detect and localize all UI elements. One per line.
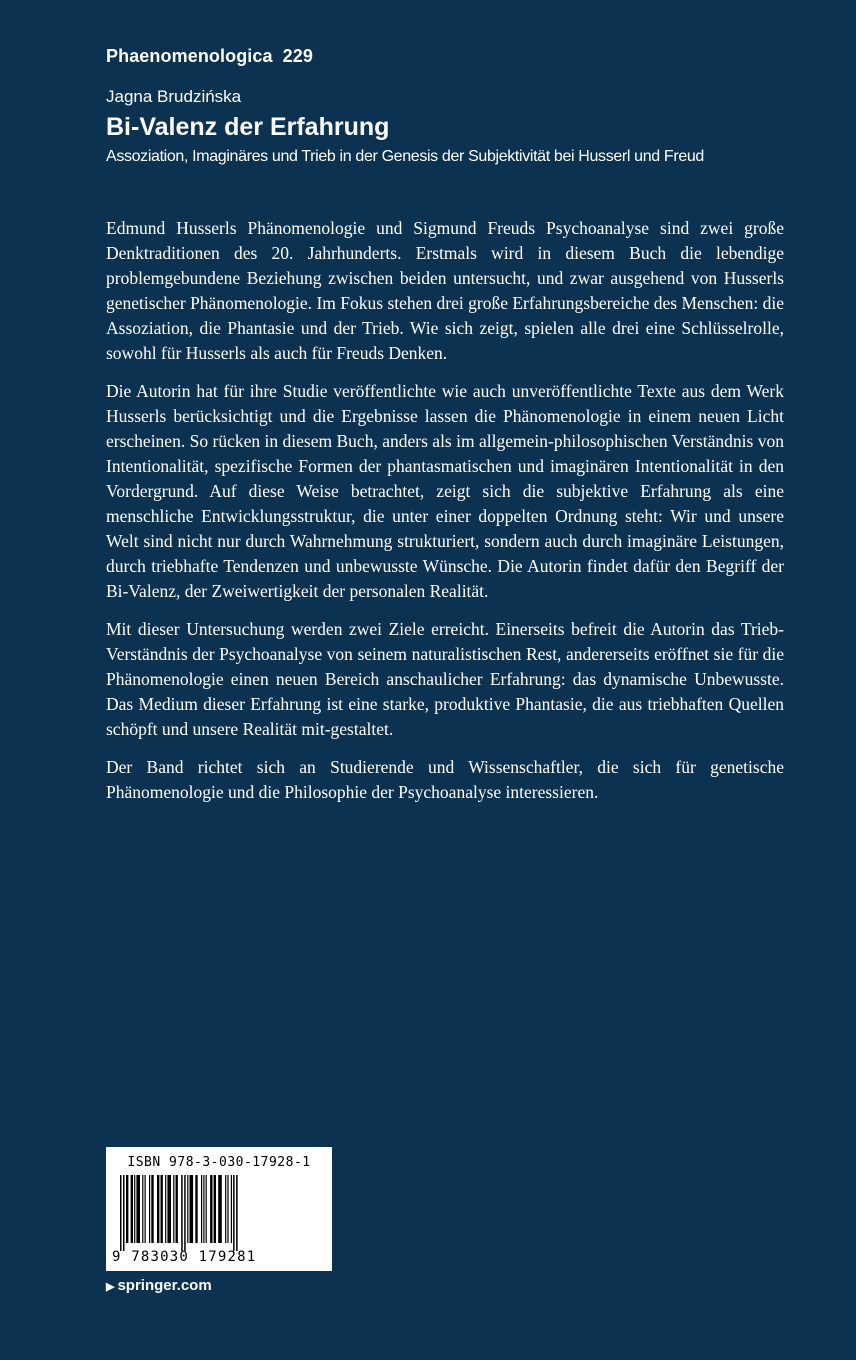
- barcode-bar: [151, 1175, 153, 1243]
- barcode-bar: [173, 1175, 174, 1243]
- barcode-bar: [134, 1175, 135, 1243]
- barcode-bar: [131, 1175, 133, 1243]
- barcode-bar: [187, 1175, 188, 1243]
- blurb-paragraph: Die Autorin hat für ihre Studie veröffentlichte wie auch unveröffentlichte Texte aus dem Werk Husserls berücksichtigt und die Ergebnisse lassen die Phänomenologie in einem neuen Licht erscheinen. So rücken in diesem Buch, anders als im allgemein-philosophischen Verständnis von Intentionalität, spezifische Formen der phantasmatischen und imaginären Intentionalität in den Vordergrund. Auf diese Weise betrachtet, zeigt sich die subjektive Erfahrung als eine menschliche Entwicklungsstruktur, die unter einer doppelten Ordnung steht: Wir und unsere Welt sind nicht nur durch Wahrnehmung strukturiert, sondern auch durch imaginäre Leistungen, durch triebhafte Tendenzen und unbewusste Wünsche. Die Autorin findet dafür den Begriff der Bi-Valenz, der Zweiwertigkeit der personalen Realität.: [106, 381, 784, 601]
- barcode-bar: [227, 1175, 228, 1243]
- barcode-bar: [136, 1175, 140, 1243]
- website-url: springer.com: [117, 1277, 212, 1294]
- barcode-digits: 9 783030 179281: [112, 1249, 257, 1265]
- barcode-bar: [184, 1175, 186, 1251]
- barcode-bar: [165, 1175, 166, 1243]
- barcode-bar: [210, 1175, 212, 1243]
- triangle-right-icon: ▶: [106, 1281, 115, 1293]
- barcode-bar: [149, 1175, 150, 1243]
- author-name: Jagna Brudzińska: [106, 87, 242, 106]
- isbn-barcode: [106, 1147, 332, 1271]
- barcode-bar: [190, 1175, 194, 1243]
- barcode-bar: [203, 1175, 204, 1243]
- barcode-bar: [218, 1175, 222, 1243]
- blurb-paragraph: Edmund Husserls Phänomenologie und Sigmund Freuds Psychoanalyse sind zwei große Denktraditionen des 20. Jahrhunderts. Erstmals wird in diesem Buch die lebendige problemgebundene Beziehung zwischen beiden untersucht, und zwar ausgehend von Husserls genetischer Phänomenologie. Im Fokus stehen drei große Erfahrungsbereiche des Menschen: die Assoziation, die Phantasie und der Trieb. Wie sich zeigt, spielen alle drei eine Schlüsselrolle, sowohl für Husserls als auch für Freuds Denken.: [106, 218, 784, 363]
- book-title: Bi-Valenz der Erfahrung: [106, 113, 390, 141]
- barcode-bar: [123, 1175, 125, 1251]
- series-volume: 229: [282, 46, 313, 66]
- barcode-bar: [161, 1175, 163, 1243]
- blurb-paragraph: Der Band richtet sich an Studierende und Wissenschaftler, die sich für genetische Phänomenologie und die Philosophie der Psychoanalyse interessieren.: [106, 757, 784, 802]
- barcode-bar: [120, 1175, 122, 1251]
- barcode-bar: [181, 1175, 183, 1251]
- barcode-bar: [206, 1175, 207, 1243]
- book-subtitle: Assoziation, Imaginäres und Trieb in der Genesis der Subjektivität bei Husserl und Freud: [106, 148, 704, 165]
- series-name: Phaenomenologica: [106, 46, 273, 66]
- barcode-bar: [231, 1175, 232, 1243]
- barcode-bar: [236, 1175, 238, 1251]
- barcode-bar: [126, 1175, 128, 1243]
- series-line: [106, 46, 313, 67]
- blurb-paragraph: Mit dieser Untersuchung werden zwei Ziele erreicht. Einerseits befreit die Autorin das Trieb-Verständnis der Psychoanalyse von seinem naturalistischen Rest, andererseits eröffnet sie für die Phänomenologie einen neuen Bereich anschaulicher Erfahrung: das dynamische Unbewusste. Das Medium dieser Erfahrung ist eine starke, produktive Phantasie, die aus triebhaften Quellen schöpft und unsere Realität mit-gestaltet.: [106, 619, 784, 739]
- barcode-bar: [201, 1175, 202, 1243]
- barcode-bar: [142, 1175, 143, 1243]
- barcode-bar: [195, 1175, 197, 1243]
- barcode-bars: [118, 1175, 322, 1251]
- barcode-bar: [225, 1175, 226, 1243]
- blurb: [106, 216, 784, 818]
- barcode-bar: [145, 1175, 146, 1243]
- barcode-bar: [214, 1175, 216, 1243]
- isbn-label: ISBN 978-3-030-17928-1: [127, 1155, 311, 1170]
- website-link[interactable]: [106, 1277, 212, 1294]
- barcode-bar: [167, 1175, 171, 1243]
- barcode-bar: [176, 1175, 178, 1243]
- barcode-bar: [233, 1175, 235, 1251]
- barcode-bar: [157, 1175, 159, 1243]
